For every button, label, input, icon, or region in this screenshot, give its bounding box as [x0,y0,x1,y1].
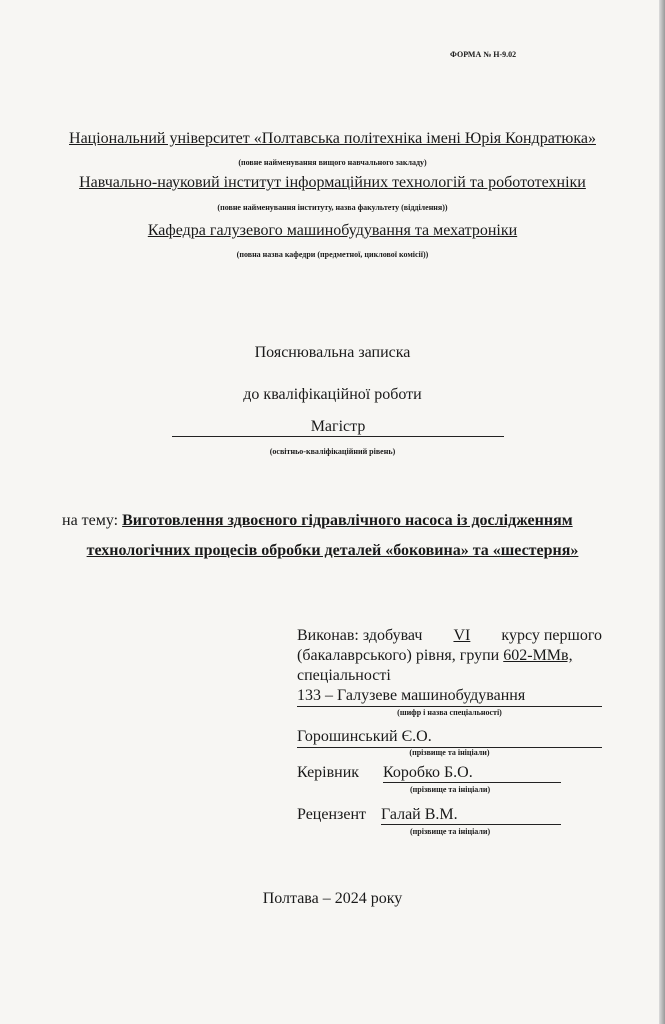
institute-name: Навчально-науковий інститут інформаційних технологій та робототехніки [79,174,586,191]
reviewer-note: (прізвище та ініціали) [410,827,491,836]
university-note: (повне найменування вищого навчального закладу) [238,158,427,167]
topic-label: на тему: [62,512,119,529]
author-block [297,626,602,758]
author-name: Горошинський Є.О. [297,727,602,748]
footer-city-year: Полтава – 2024 року [262,890,403,907]
course: VI [453,627,471,644]
topic-line-2: технологічних процесів обробки деталей «боковина» та «шестерня» [86,542,579,559]
author-line-2: (бакалаврського) рівня, групи [297,647,500,664]
institute-note: (повне найменування інституту, назва факультету (відділення)) [217,203,448,212]
supervisor-label: Керівник [297,764,360,781]
author-line-3: спеціальності [297,667,391,684]
topic [62,512,573,530]
author-name-note: (прізвище та ініціали) [409,748,490,757]
reviewer-label: Рецензент [297,806,366,823]
department-note: (повна назва кафедри (предметної, циклової комісії)) [236,250,429,259]
level-note: (освітньо-кваліфікаційний рівень) [269,447,396,456]
university-name: Національний університет «Полтавська політехніка імені Юрія Кондратюка» [69,130,596,147]
department-name: Кафедра галузевого машинобудування та мехатроніки [147,222,518,239]
author-mid: курсу першого [501,627,602,644]
form-number: ФОРМА № Н-9.02 [450,50,517,59]
supervisor-note: (прізвище та ініціали) [410,785,491,794]
author-prefix: Виконав: здобувач [297,627,423,644]
specialty: 133 – Галузеве машинобудування [297,686,602,707]
level: Магістр [172,418,504,437]
specialty-note: (шифр і назва спеціальності) [397,708,502,717]
reviewer-name: Галай В.М. [381,806,561,825]
group: 602-ММв, [503,647,573,664]
supervisor-name: Коробко Б.О. [383,764,561,783]
doc-subtitle: до кваліфікаційної роботи [243,386,422,403]
doc-title: Пояснювальна записка [254,344,411,361]
topic-line-1: Виготовлення здвоєного гідравлічного насоса із дослідженням [122,512,573,529]
